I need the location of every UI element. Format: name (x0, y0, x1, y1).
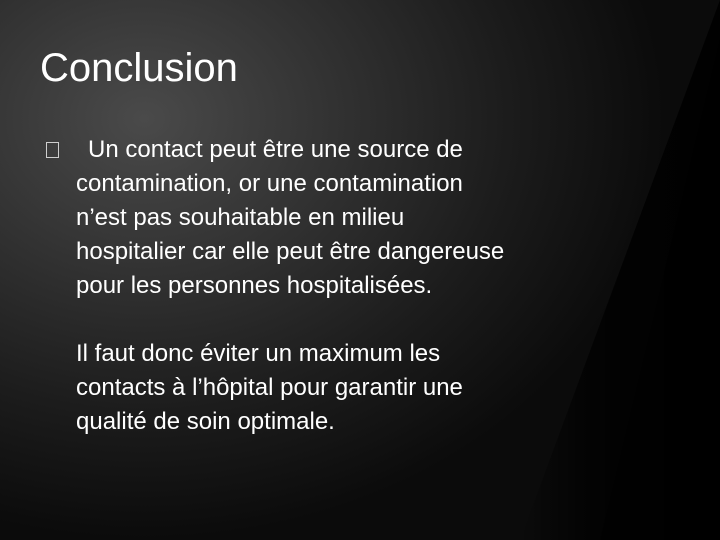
paragraph-1-line: contamination, or une contamination (76, 170, 463, 197)
paragraph-2-line: Il faut donc éviter un maximum les (76, 340, 441, 367)
paragraph-1 (46, 133, 646, 303)
slide-title: Conclusion (40, 46, 238, 90)
paragraph-1-line: pour les personnes hospitalisées. (76, 272, 433, 299)
bullet-paragraph (46, 133, 646, 303)
paragraph-2-line: qualité de soin optimale. (76, 408, 335, 435)
paragraph-2-line: contacts à l’hôpital pour garantir une (76, 374, 463, 401)
paragraph-1-line: hospitalier car elle peut être dangereuse (76, 238, 505, 265)
paragraph-1-line: Un contact peut être une source de (88, 136, 463, 163)
empty-square-bullet-icon (46, 142, 59, 158)
paragraph-2 (46, 337, 646, 439)
paragraph-1-line: n’est pas souhaitable en milieu (76, 204, 405, 231)
slide-body (46, 133, 646, 439)
